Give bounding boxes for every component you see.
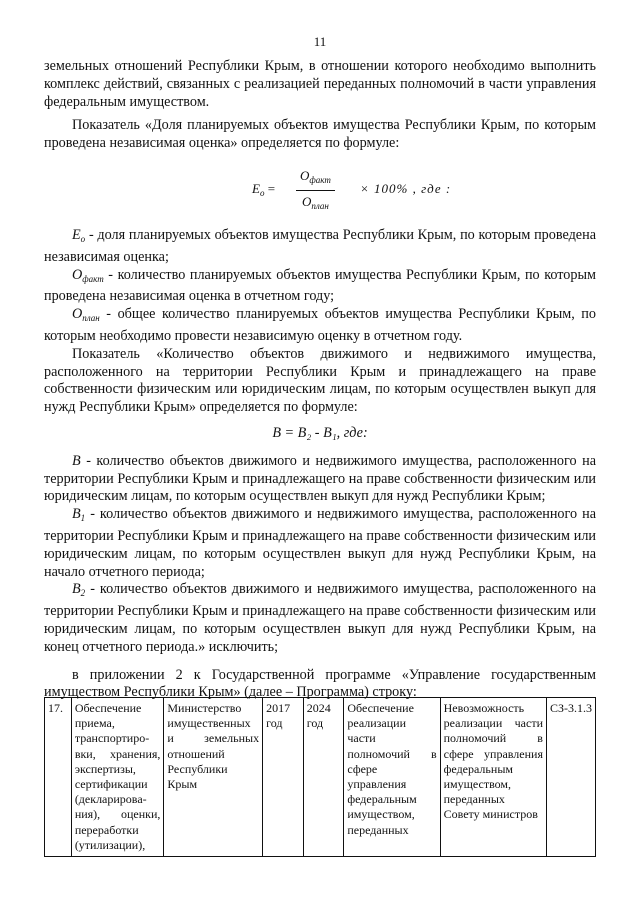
definition-eo: $E_o$ - доля планируемых объектов имущества Республики Крым, по которым проведена независимая оценка; [44, 226, 596, 265]
intro-paragraph: земельных отношений Республики Крым, в отношении которого необходимо выполнить комплекс действий, связанных с реализацией переданных полномочий в части управления федеральным имуществом. [44, 58, 596, 110]
indicator2-paragraph: Показатель «Количество объектов движимого и недвижимого имущества, расположенного на территории Республики Крым и принадлежащего на праве собственности физическим или юридическим лицам, по которым осуществлен выкуп для нужд Республики Крым» определяется по формуле: [44, 345, 596, 416]
cell-link: СЗ-3.1.3 [546, 698, 595, 857]
definition-b1: $B_1$ - количество объектов движимого и недвижимого имущества, расположенного на территории Республики Крым и принадлежащего на праве собственности физическим или юридическим лицам, по которым осуществлен выкуп для нужд Республики Крым, на начало отчетного периода; [44, 506, 596, 580]
formula-share [44, 153, 596, 227]
page-number: 11 [313, 34, 327, 49]
cell-consequence: Невозможность реализации части полномочий в сфере управления федеральным имуществом, переданных Совету министров [440, 698, 546, 857]
cell-result: Обеспечение реализации части полномочий в сфере управления федеральным имуществом, переданных [344, 698, 440, 857]
definition-b: B - количество объектов движимого и недвижимого имущества, расположенного на территории Республики Крым и принадлежащего на праве собственности физическим или юридическим лицам, по которым осуществлен выкуп для нужд Республики Крым; [44, 452, 596, 505]
definition-oplan: $O_{план}$ - общее количество планируемых объектов имущества Республики Крым, по которым необходимо провести независимую оценку в отчетном году. [44, 306, 596, 344]
program-table [44, 697, 596, 857]
definition-b2: $B_2$ - количество объектов движимого и недвижимого имущества, расположенного на территории Республики Крым и принадлежащего на праве собственности физическим или юридическим лицам, по которым осуществлен выкуп для нужд Республики Крым, на конец отчетного периода.» исключить; [44, 581, 596, 655]
cell-start-year: 2017 год [263, 698, 304, 857]
cell-number: 17. [45, 698, 72, 857]
formula-count: B = B₂ - B₁, где: [272, 424, 368, 441]
definition-ofakt: $O_{факт}$ - количество планируемых объектов имущества Республики Крым, по которым проведена независимая оценка в отчетном году; [44, 266, 596, 305]
indicator1-paragraph: Показатель «Доля планируемых объектов имущества Республики Крым, по которым проведена независимая оценка» определяется по формуле: [44, 117, 596, 152]
document-body [44, 58, 596, 702]
table-row [45, 698, 596, 857]
formula-lhs: $E_o$ = [252, 180, 276, 198]
cell-measure: Обеспечение приема, транспортиро-вки, хранения, экспертизы, сертификации (декларирова-ния), оценки, переработки (утилизации), [71, 698, 164, 857]
formula-rhs: × 100% , где : [360, 180, 452, 196]
appendix-paragraph: в приложении 2 к Государственной программе «Управление государственным имуществом Республики Крым» (далее – Программа) строку: [44, 666, 596, 701]
cell-end-year: 2024 год [303, 698, 344, 857]
formula-fraction: $O_{факт}$ $O_{план}$ [296, 167, 335, 216]
cell-executor: Министерство имущественных и земельных отношений Республики Крым [164, 698, 263, 857]
